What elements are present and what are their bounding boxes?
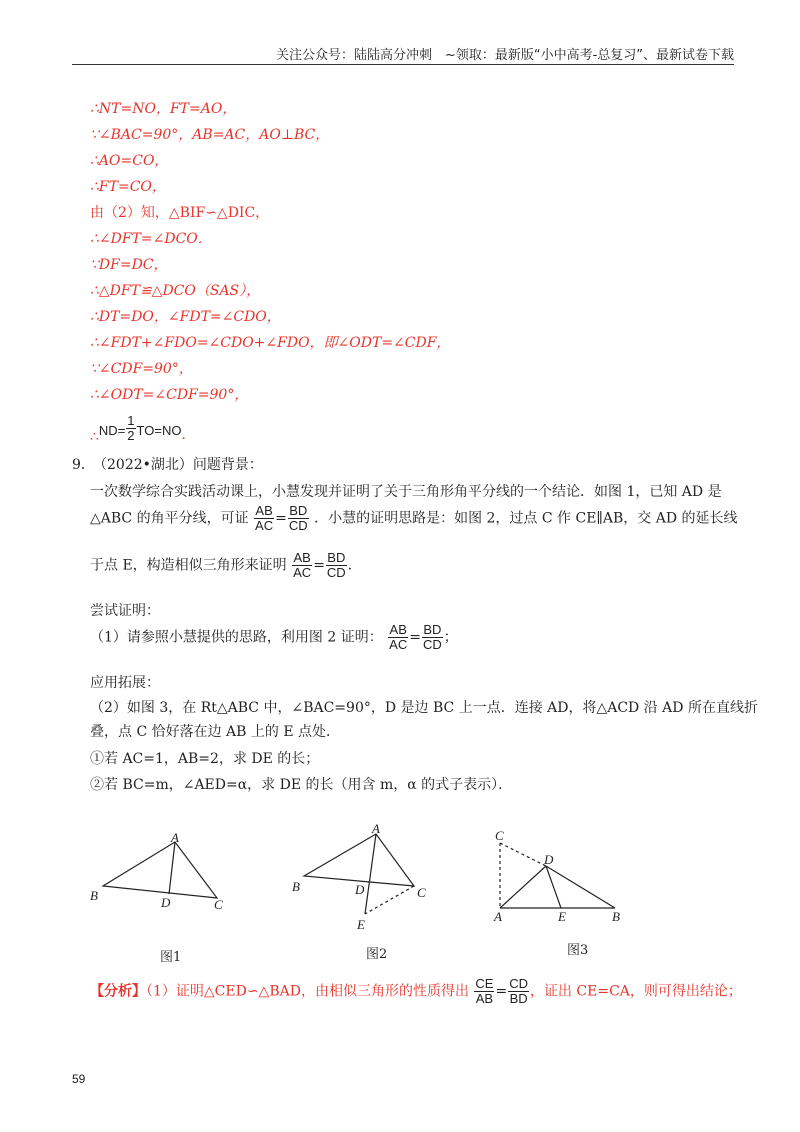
solution-line: 由（2）知，△BIF∽△DIC， bbox=[90, 205, 270, 221]
problem-subquestion-1: ①若 AC=1，AB=2，求 DE 的长； bbox=[90, 751, 320, 767]
figure-1-caption: 图1 bbox=[160, 950, 182, 965]
fig3-label-c: C bbox=[495, 828, 504, 843]
fraction-cd-bd: $\frac{CD}{BD}$ bbox=[509, 976, 528, 1006]
solution-line: ∴FT=CO， bbox=[90, 179, 166, 195]
segment-ae bbox=[365, 834, 376, 914]
problem-subquestion-2: ②若 BC=m，∠AED=α，求 DE 的长（用含 m，α 的式子表示）． bbox=[90, 777, 513, 793]
figure-2-caption: 图2 bbox=[366, 947, 388, 962]
fig3-label-a: A bbox=[494, 909, 502, 924]
figure-3 bbox=[500, 843, 615, 908]
problem-question-2: （2）如图 3，在 Rt△ABC 中，∠BAC=90°，D 是边 BC 上一点．连接 AD，将△ACD 沿 AD 所在直线折 bbox=[90, 700, 758, 716]
fraction-half: $\frac{1}{2}$ bbox=[127, 413, 135, 443]
solution-line: ∴AO=CO， bbox=[90, 153, 169, 169]
segment-ce bbox=[365, 886, 414, 914]
solution-line: ∴△DFT≌△DCO（SAS）， bbox=[90, 283, 261, 299]
page-number: 59 bbox=[72, 1072, 86, 1086]
analysis-line: 【分析】（1）证明△CED∽△BAD，由相似三角形的性质得出 $\frac{CE}{AB}$ = $\frac{CD}{BD}$ ，证出 CE=CA，则可得出结论； bbox=[90, 976, 742, 1006]
solution-line: ∴DT=DO，∠FDT=∠CDO， bbox=[90, 309, 281, 325]
fraction-ab-ac: $\frac{AB}{AC}$ bbox=[389, 622, 408, 652]
fraction-bd-cd: $\frac{BD}{CD}$ bbox=[288, 503, 308, 533]
analysis-tag: 【分析】 bbox=[90, 983, 146, 1000]
segment-db bbox=[546, 866, 615, 908]
fraction-bd-cd: $\frac{BD}{CD}$ bbox=[326, 550, 346, 580]
solution-line: ∴∠FDT+∠FDO=∠CDO+∠FDO，即∠ODT=∠CDF， bbox=[90, 335, 451, 351]
solution-line: ∵∠BAC=90°，AB=AC，AO⊥BC， bbox=[90, 127, 330, 143]
fig2-label-a: A bbox=[372, 821, 380, 836]
fig1-label-b: B bbox=[90, 888, 98, 903]
fraction-bd-cd: $\frac{BD}{CD}$ bbox=[422, 622, 442, 652]
fig2-label-c: C bbox=[417, 885, 426, 900]
problem-subheading: 尝试证明： bbox=[90, 603, 160, 619]
triangle-abc bbox=[304, 834, 414, 886]
fig2-label-d: D bbox=[355, 882, 365, 897]
problem-paragraph: △ABC 的角平分线，可证 $\frac{AB}{AC}$ = $\frac{BD}{CD}$ ．小慧的证明思路是：如图 2，过点 C 作 CE∥AB，交 AD 的延长线 bbox=[90, 503, 738, 533]
figure-2 bbox=[304, 834, 414, 914]
solution-line: ∴∠DFT=∠DCO． bbox=[90, 231, 212, 247]
problem-source: （2022•湖北）问题背景： bbox=[93, 457, 263, 473]
segment-de bbox=[546, 866, 561, 908]
problem-paragraph: 于点 E，构造相似三角形来证明 $\frac{AB}{AC}$ = $\frac{BD}{CD}$ ． bbox=[90, 550, 362, 580]
fig3-label-b: B bbox=[612, 909, 620, 924]
fig1-label-a: A bbox=[171, 830, 179, 845]
figure-1 bbox=[103, 842, 217, 898]
fraction-ce-ab: $\frac{CE}{AB}$ bbox=[475, 976, 494, 1006]
solution-line: ∵DF=DC， bbox=[90, 257, 168, 273]
fig1-label-d: D bbox=[161, 895, 171, 910]
solution-line: ∵∠CDF=90°， bbox=[90, 361, 193, 377]
fraction-ab-ac: $\frac{AB}{AC}$ bbox=[293, 550, 312, 580]
problem-paragraph: 一次数学综合实践活动课上，小慧发现并证明了关于三角形角平分线的一个结论．如图 1，已知 AD 是 bbox=[90, 484, 722, 500]
triangle-abc bbox=[103, 842, 217, 898]
problem-question-1: （1）请参照小慧提供的思路，利用图 2 证明： $\frac{AB}{AC}$ = $\frac{BD}{CD}$ ； bbox=[90, 622, 458, 652]
fraction-ab-ac: $\frac{AB}{AC}$ bbox=[255, 503, 274, 533]
problem-subheading: 应用拓展： bbox=[90, 675, 160, 691]
fig2-label-e: E bbox=[357, 917, 365, 932]
fig3-label-e: E bbox=[558, 909, 566, 924]
fig1-label-c: C bbox=[214, 897, 223, 912]
fig3-label-d: D bbox=[544, 852, 554, 867]
problem-number: 9． bbox=[72, 457, 95, 473]
segment-ad bbox=[500, 866, 546, 908]
solution-line: ∴NT=NO，FT=AO， bbox=[90, 101, 237, 117]
solution-final-line: ∴ND= $\frac{1}{2}$ TO=NO． bbox=[90, 413, 196, 445]
problem-question-2-cont: 叠，点 C 恰好落在边 AB 上的 E 点处． bbox=[90, 724, 341, 740]
segment-cd bbox=[500, 843, 546, 866]
segment-ad bbox=[169, 842, 175, 894]
fig2-label-b: B bbox=[292, 879, 300, 894]
solution-line: ∴∠ODT=∠CDF=90°， bbox=[90, 387, 249, 403]
figure-3-caption: 图3 bbox=[567, 943, 589, 958]
page-header: 关注公众号：陆陆高分冲刺 ~领取：最新版“小中高考-总复习”、最新试卷下载 bbox=[275, 48, 734, 63]
